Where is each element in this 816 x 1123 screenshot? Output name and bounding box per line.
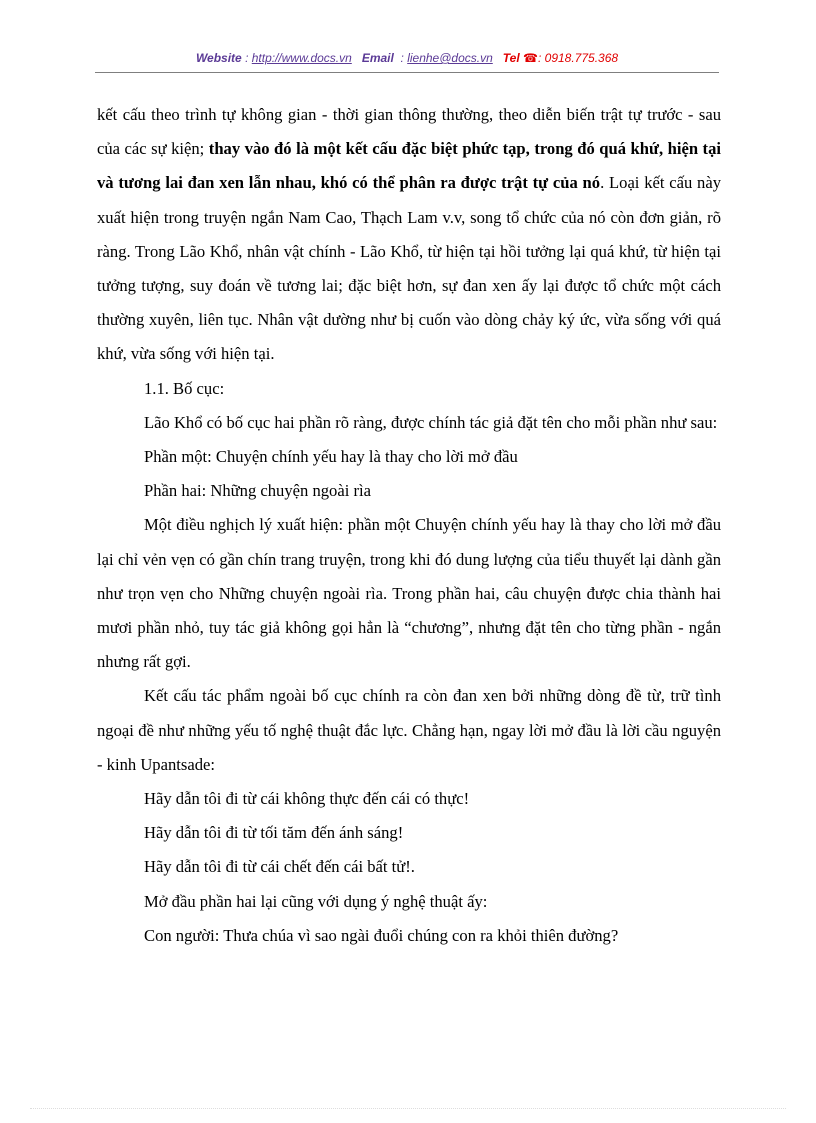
part-two-line: Phần hai: Những chuyện ngoài rìa — [144, 481, 371, 501]
website-link[interactable]: http://www.docs.vn — [251, 51, 352, 65]
prayer-line-1: Hãy dẫn tôi đi từ cái không thực đến cái có thực! — [144, 789, 470, 809]
email-link[interactable]: lienhe@docs.vn — [407, 51, 493, 65]
email-separator: : — [397, 51, 408, 65]
section-heading: 1.1. Bố cục: — [144, 378, 225, 398]
phone-icon: ☎ — [523, 51, 538, 65]
part-two-intro: Mở đầu phần hai lại cũng với dụng ý nghệ thuật ấy: — [144, 891, 488, 911]
paragraph-layout: Lão Khổ có bố cục hai phần rõ ràng, được chính tác giả đặt tên cho mỗi phần như sau: — [144, 412, 718, 432]
dialogue-line: Con người: Thưa chúa vì sao ngài đuổi chúng con ra khỏi thiên đường? — [144, 925, 619, 945]
paragraph-structure — [97, 98, 721, 372]
prayer-line-3: Hãy dẫn tôi đi từ cái chết đến cái bất tử!. — [144, 857, 415, 877]
paragraph-paradox: Một điều nghịch lý xuất hiện: phần một Chuyện chính yếu hay là thay cho lời mở đầu lại chỉ vẻn vẹn có gần chín trang truyện, trong khi đó dung lượng của tiểu thuyết lại dành gần như trọn vẹn cho Những chuyện ngoài rìa. Trong phần hai, câu chuyện được chia thành hai mươi phần nhỏ, tuy tác giả không gọi hẳn là “chương”, nhưng đặt tên cho từng phần - ngắn nhưng rất gợi. — [97, 515, 721, 672]
page-header — [95, 51, 719, 65]
part-one-line: Phần một: Chuyện chính yếu hay là thay cho lời mở đầu — [144, 447, 518, 467]
paragraph-structure-emphasis: thay vào đó là một kết cấu đặc biệt phức tạp, trong đó quá khứ, hiện tại và tương lai đan xen lẫn nhau, khó có thể phân ra được trật tự của nó — [97, 139, 721, 193]
footer-divider — [30, 1108, 786, 1109]
header-divider — [95, 72, 719, 73]
document-body — [97, 98, 721, 953]
paragraph-epigraphs: Kết cấu tác phẩm ngoài bố cục chính ra còn đan xen bởi những dòng đề từ, trữ tình ngoại đề như những yếu tố nghệ thuật đắc lực. Chẳng hạn, ngay lời mở đầu là lời cầu nguyện - kinh Upantsade: — [97, 686, 721, 774]
paragraph-structure-intro: kết cấu theo trình tự không gian - thời gian thông thường, theo diễn biến trật tự trước - sau của các sự kiện; — [97, 105, 721, 159]
website-separator: : — [245, 51, 252, 65]
prayer-line-2: Hãy dẫn tôi đi từ tối tăm đến ánh sáng! — [144, 823, 404, 843]
paragraph-structure-rest: . Loại kết cấu này xuất hiện trong truyện ngắn Nam Cao, Thạch Lam v.v, song tổ chức của nó còn đơn giản, rõ ràng. Trong Lão Khổ, nhân vật chính - Lão Khổ, từ hiện tại hồi tưởng lại quá khứ, từ hiện tại tưởng tượng, suy đoán về tương lai; đặc biệt hơn, sự đan xen ấy lại được tổ chức một cách thường xuyên, liên tục. Nhân vật dường như bị cuốn vào dòng chảy ký ức, vừa sống với quá khứ, vừa sống với hiện tại. — [97, 173, 721, 364]
website-label: Website — [195, 51, 242, 65]
email-label: Email — [361, 51, 394, 65]
tel-label: Tel — [502, 51, 520, 65]
phone-number: : 0918.775.368 — [537, 51, 619, 65]
